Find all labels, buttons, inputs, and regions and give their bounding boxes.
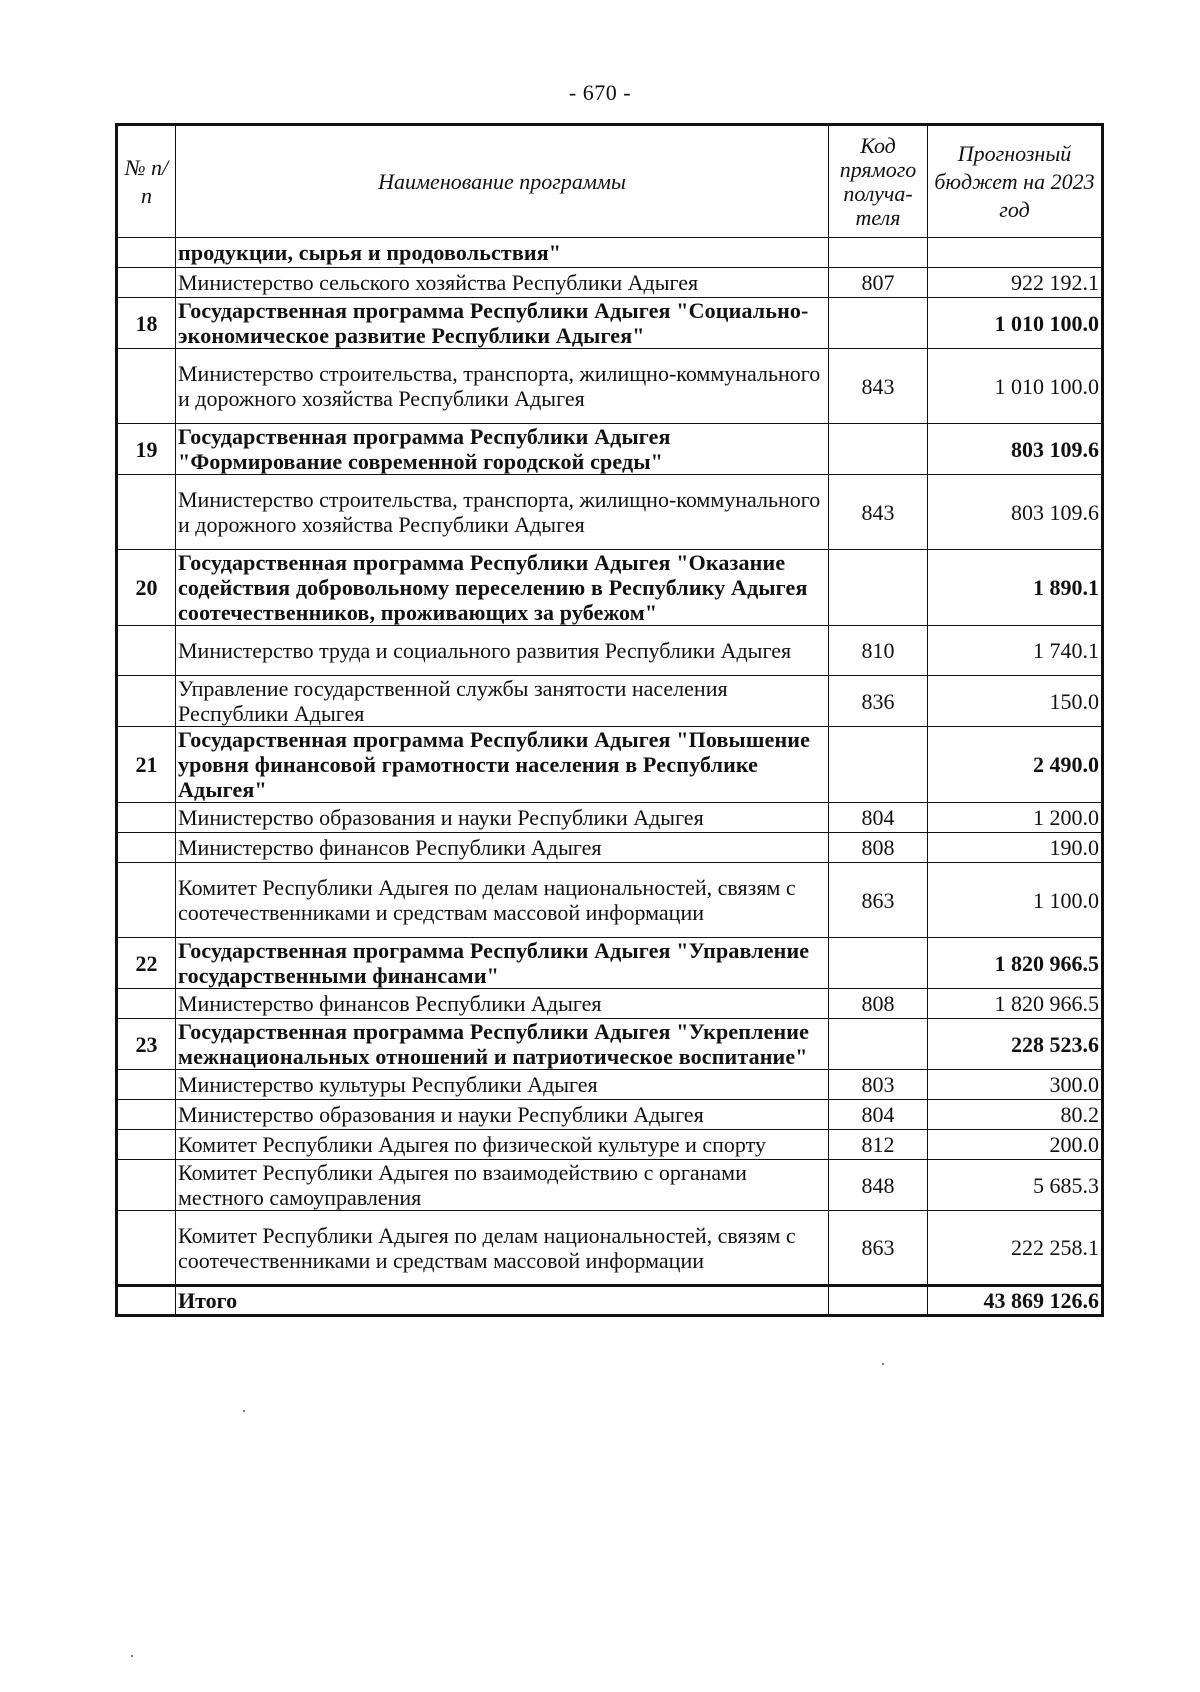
recipient-row xyxy=(117,475,1103,550)
row-number-cell: 19 xyxy=(117,424,176,475)
budget-amount-cell: 2 490.0 xyxy=(928,727,1103,803)
budget-amount-cell: 80.2 xyxy=(928,1100,1103,1130)
row-number-cell: 23 xyxy=(117,1019,176,1070)
header-program-name-label: Наименование программы xyxy=(378,169,626,194)
budget-amount-cell: 1 010 100.0 xyxy=(928,349,1103,424)
row-number-cell xyxy=(117,863,176,938)
row-number-cell: 20 xyxy=(117,550,176,626)
program-row xyxy=(117,238,1103,268)
program-name-cell: Государственная программа Республики Адыгея "Управление государственными финансами" xyxy=(176,938,829,989)
budget-amount-cell: 1 740.1 xyxy=(928,626,1103,676)
budget-table xyxy=(115,123,1104,1317)
recipient-row xyxy=(117,1160,1103,1211)
row-number-cell xyxy=(117,238,176,268)
budget-amount-cell: 43 869 126.6 xyxy=(928,1286,1103,1316)
row-number-cell xyxy=(117,676,176,727)
row-number-cell xyxy=(117,1211,176,1286)
header-program-name xyxy=(176,125,829,238)
program-name-cell: Итого xyxy=(176,1286,829,1316)
program-name-cell: Министерство труда и социального развития Республики Адыгея xyxy=(176,626,829,676)
program-name-cell: Министерство строительства, транспорта, жилищно-коммунального и дорожного хозяйства Республики Адыгея xyxy=(176,349,829,424)
program-name-cell: Министерство финансов Республики Адыгея xyxy=(176,833,829,863)
budget-amount-cell: 1 890.1 xyxy=(928,550,1103,626)
header-budget-2023-label: Прогнозный бюджет на 2023 год xyxy=(934,140,1095,222)
recipient-code-cell: 808 xyxy=(829,833,928,863)
recipient-code-cell: 863 xyxy=(829,1211,928,1286)
program-name-cell: Министерство культуры Республики Адыгея xyxy=(176,1070,829,1100)
table-body xyxy=(117,238,1103,1316)
row-number-cell xyxy=(117,1070,176,1100)
budget-amount-cell: 1 200.0 xyxy=(928,803,1103,833)
row-number-cell xyxy=(117,1286,176,1316)
program-row xyxy=(117,298,1103,349)
program-name-cell: Министерство финансов Республики Адыгея xyxy=(176,989,829,1019)
recipient-code-cell: 836 xyxy=(829,676,928,727)
recipient-code-cell: 804 xyxy=(829,803,928,833)
program-name-cell: Управление государственной службы занятости населения Республики Адыгея xyxy=(176,676,829,727)
recipient-row xyxy=(117,676,1103,727)
recipient-row xyxy=(117,268,1103,298)
program-row xyxy=(117,1019,1103,1070)
program-row xyxy=(117,938,1103,989)
recipient-code-cell: 810 xyxy=(829,626,928,676)
program-name-cell: Министерство сельского хозяйства Республики Адыгея xyxy=(176,268,829,298)
recipient-code-cell: 803 xyxy=(829,1070,928,1100)
row-number-cell xyxy=(117,268,176,298)
budget-amount-cell: 1 010 100.0 xyxy=(928,298,1103,349)
recipient-row xyxy=(117,803,1103,833)
recipient-code-cell: 843 xyxy=(829,349,928,424)
recipient-code-cell: 863 xyxy=(829,863,928,938)
recipient-row xyxy=(117,1211,1103,1286)
header-recipient-code-label: Код прямого получа-теля xyxy=(839,132,917,230)
program-name-cell: Комитет Республики Адыгея по делам национальностей, связям с соотечественниками и средствам массовой информации xyxy=(176,863,829,938)
recipient-code-cell: 848 xyxy=(829,1160,928,1211)
recipient-code-cell: 804 xyxy=(829,1100,928,1130)
program-name-cell: Государственная программа Республики Адыгея "Формирование современной городской среды" xyxy=(176,424,829,475)
recipient-row xyxy=(117,1130,1103,1160)
scan-speck xyxy=(131,1655,133,1657)
budget-amount-cell: 200.0 xyxy=(928,1130,1103,1160)
row-number-cell: 18 xyxy=(117,298,176,349)
budget-amount-cell: 5 685.3 xyxy=(928,1160,1103,1211)
recipient-code-cell: 807 xyxy=(829,268,928,298)
recipient-code-cell: 812 xyxy=(829,1130,928,1160)
row-number-cell xyxy=(117,833,176,863)
program-name-cell: Комитет Республики Адыгея по физической культуре и спорту xyxy=(176,1130,829,1160)
recipient-code-cell xyxy=(829,1286,928,1316)
program-row xyxy=(117,550,1103,626)
recipient-code-cell xyxy=(829,938,928,989)
budget-amount-cell: 1 820 966.5 xyxy=(928,938,1103,989)
recipient-code-cell xyxy=(829,238,928,268)
program-name-cell: Комитет Республики Адыгея по взаимодействию с органами местного самоуправления xyxy=(176,1160,829,1211)
row-number-cell: 21 xyxy=(117,727,176,803)
row-number-cell: 22 xyxy=(117,938,176,989)
total-row xyxy=(117,1286,1103,1316)
page-number: - 670 - xyxy=(568,80,632,105)
program-name-cell: Государственная программа Республики Адыгея "Повышение уровня финансовой грамотности населения в Республике Адыгея" xyxy=(176,727,829,803)
budget-amount-cell: 1 820 966.5 xyxy=(928,989,1103,1019)
budget-amount-cell: 803 109.6 xyxy=(928,424,1103,475)
scan-speck xyxy=(882,1363,884,1365)
row-number-cell xyxy=(117,1160,176,1211)
recipient-code-cell xyxy=(829,298,928,349)
program-row xyxy=(117,424,1103,475)
budget-amount-cell: 222 258.1 xyxy=(928,1211,1103,1286)
budget-amount-cell: 150.0 xyxy=(928,676,1103,727)
budget-amount-cell: 300.0 xyxy=(928,1070,1103,1100)
recipient-code-cell xyxy=(829,550,928,626)
header-recipient-code xyxy=(829,125,928,238)
recipient-row xyxy=(117,863,1103,938)
recipient-row xyxy=(117,349,1103,424)
program-name-cell: продукции, сырья и продовольствия" xyxy=(176,238,829,268)
recipient-row xyxy=(117,989,1103,1019)
header-budget-2023 xyxy=(928,125,1103,238)
budget-amount-cell: 922 192.1 xyxy=(928,268,1103,298)
row-number-cell xyxy=(117,989,176,1019)
program-name-cell: Министерство образования и науки Республики Адыгея xyxy=(176,1100,829,1130)
recipient-row xyxy=(117,626,1103,676)
budget-amount-cell: 803 109.6 xyxy=(928,475,1103,550)
program-name-cell: Государственная программа Республики Адыгея "Социально-экономическое развитие Республики Адыгея" xyxy=(176,298,829,349)
program-name-cell: Министерство образования и науки Республики Адыгея xyxy=(176,803,829,833)
recipient-code-cell xyxy=(829,1019,928,1070)
row-number-cell xyxy=(117,475,176,550)
header-number xyxy=(117,125,176,238)
recipient-row xyxy=(117,1070,1103,1100)
budget-amount-cell: 228 523.6 xyxy=(928,1019,1103,1070)
program-name-cell: Министерство строительства, транспорта, жилищно-коммунального и дорожного хозяйства Республики Адыгея xyxy=(176,475,829,550)
row-number-cell xyxy=(117,349,176,424)
budget-amount-cell xyxy=(928,238,1103,268)
recipient-row xyxy=(117,1100,1103,1130)
scan-speck xyxy=(243,1410,245,1412)
program-name-cell: Комитет Республики Адыгея по делам национальностей, связям с соотечественниками и средствам массовой информации xyxy=(176,1211,829,1286)
budget-amount-cell: 1 100.0 xyxy=(928,863,1103,938)
row-number-cell xyxy=(117,626,176,676)
row-number-cell xyxy=(117,803,176,833)
program-name-cell: Государственная программа Республики Адыгея "Укрепление межнациональных отношений и патриотическое воспитание" xyxy=(176,1019,829,1070)
budget-amount-cell: 190.0 xyxy=(928,833,1103,863)
recipient-code-cell xyxy=(829,727,928,803)
recipient-code-cell: 843 xyxy=(829,475,928,550)
table-header xyxy=(117,125,1103,238)
header-number-label: № п/п xyxy=(124,154,169,208)
program-row xyxy=(117,727,1103,803)
recipient-row xyxy=(117,833,1103,863)
program-name-cell: Государственная программа Республики Адыгея "Оказание содействия добровольному переселению в Республику Адыгея соотечественников, проживающих за рубежом" xyxy=(176,550,829,626)
row-number-cell xyxy=(117,1130,176,1160)
row-number-cell xyxy=(117,1100,176,1130)
recipient-code-cell xyxy=(829,424,928,475)
recipient-code-cell: 808 xyxy=(829,989,928,1019)
